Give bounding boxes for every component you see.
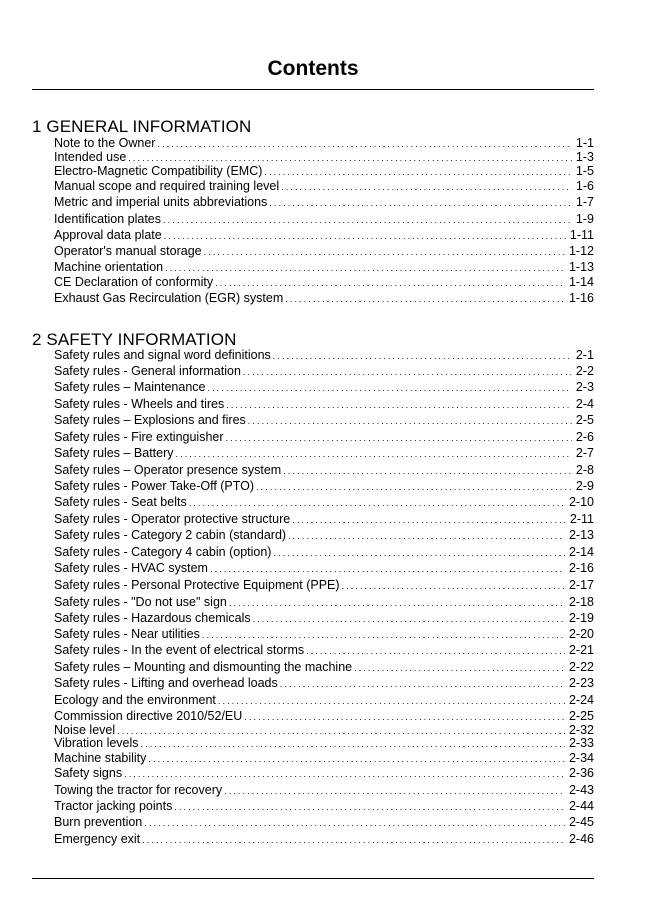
toc-entry-page: 2-19 (568, 611, 594, 625)
toc-entry[interactable] (54, 396, 594, 412)
toc-entry-page: 2-46 (568, 832, 594, 846)
toc-entry[interactable] (54, 511, 594, 527)
dot-leader (280, 676, 565, 692)
dot-leader (229, 595, 565, 611)
toc-entry-page: 2-16 (568, 561, 594, 575)
dot-leader (174, 799, 565, 815)
toc-entry-title: Safety signs (54, 766, 123, 780)
dot-leader (144, 815, 565, 831)
toc-entry-title: Safety rules - Fire extinguisher (54, 430, 224, 444)
toc-entry-title: Safety rules and signal word definitions (54, 348, 271, 362)
toc-entry-page: 1-1 (575, 136, 594, 150)
toc-entry-page: 2-3 (575, 380, 594, 394)
dot-leader (202, 627, 565, 643)
toc-entry[interactable] (54, 478, 594, 494)
toc-entry-title: Safety rules - General information (54, 364, 241, 378)
toc-entry-page: 2-11 (569, 512, 594, 526)
toc-entry-title: Safety rules - Hazardous chemicals (54, 611, 251, 625)
toc-entry-page: 2-4 (575, 397, 594, 411)
top-rule (32, 89, 594, 90)
toc-entry[interactable] (54, 577, 594, 593)
toc-entry-title: Approval data plate (54, 228, 162, 242)
toc-entry[interactable] (54, 462, 594, 478)
toc-entry-page: 2-14 (568, 545, 594, 559)
toc-entry-page: 2-7 (575, 446, 594, 460)
toc-entry[interactable] (54, 798, 594, 814)
toc-entry-page: 2-36 (568, 766, 594, 780)
toc-entry-page: 2-9 (575, 479, 594, 493)
toc-entry[interactable] (54, 594, 594, 610)
bottom-rule (32, 878, 594, 879)
section-heading-general: 1 GENERAL INFORMATION (32, 117, 252, 136)
toc-entry-title: Intended use (54, 150, 127, 164)
dot-leader (224, 783, 565, 799)
toc-entry[interactable] (54, 347, 594, 363)
toc-entry[interactable] (54, 290, 594, 306)
dot-leader (142, 832, 565, 848)
toc-entry-page: 2-45 (568, 815, 594, 829)
toc-entry-page: 2-20 (568, 627, 594, 641)
toc-entry-page: 2-8 (575, 463, 594, 477)
toc-entry[interactable] (54, 675, 594, 691)
toc-entry-page: 2-2 (575, 364, 594, 378)
toc-entry-page: 1-11 (569, 228, 594, 242)
toc-entry-page: 2-10 (568, 495, 594, 509)
toc-entry-title: Safety rules - "Do not use" sign (54, 595, 227, 609)
dot-leader (210, 561, 565, 577)
toc-entry-title: Vibration levels (54, 736, 139, 750)
toc-entry-page: 2-5 (575, 413, 594, 427)
dot-leader (285, 291, 565, 307)
toc-entry-page: 1-7 (575, 195, 594, 209)
toc-entry[interactable] (54, 659, 594, 675)
toc-entry[interactable] (54, 610, 594, 626)
toc-entry-page: 2-6 (575, 430, 594, 444)
toc-entry-page: 2-21 (568, 643, 594, 657)
toc-entry-title: Commission directive 2010/52/EU (54, 709, 243, 723)
toc-entry-title: Safety rules - Personal Protective Equipment (PPE) (54, 578, 340, 592)
toc-entry-title: Safety rules – Operator presence system (54, 463, 282, 477)
dot-leader (176, 446, 572, 462)
dot-leader (281, 179, 572, 195)
toc-entry[interactable] (54, 750, 594, 766)
dot-leader (256, 479, 572, 495)
dot-leader (163, 212, 572, 228)
dot-leader (292, 512, 566, 528)
toc-entry-title: Emergency exit (54, 832, 141, 846)
dot-leader (273, 348, 572, 364)
toc-entry[interactable] (54, 194, 594, 210)
toc-entry-title: Safety rules - Power Take-Off (PTO) (54, 479, 255, 493)
toc-entry[interactable] (54, 626, 594, 642)
toc-entry-page: 2-23 (568, 676, 594, 690)
toc-entry-page: 1-9 (575, 212, 594, 226)
dot-leader (204, 244, 565, 260)
toc-entry-title: Safety rules - Category 2 cabin (standard) (54, 528, 287, 542)
dot-leader (283, 463, 572, 479)
toc-entry-page: 2-34 (568, 751, 594, 765)
toc-entry[interactable] (54, 412, 594, 428)
toc-entry-page: 2-22 (568, 660, 594, 674)
toc-entry[interactable] (54, 259, 594, 275)
toc-entry-title: Machine stability (54, 751, 147, 765)
dot-leader (164, 228, 566, 244)
dot-leader (248, 413, 572, 429)
dot-leader (226, 397, 572, 413)
dot-leader (269, 195, 572, 211)
toc-entry-title: Tractor jacking points (54, 799, 173, 813)
dot-leader (354, 660, 565, 676)
dot-leader (342, 578, 565, 594)
toc-entry-page: 2-33 (568, 736, 594, 750)
toc-entry[interactable] (54, 274, 594, 290)
dot-leader (207, 380, 571, 396)
toc-entry-title: Towing the tractor for recovery (54, 783, 223, 797)
toc-entry-page: 2-32 (568, 723, 594, 737)
toc-entry-page: 1-16 (568, 291, 594, 305)
toc-entry-page: 1-12 (568, 244, 594, 258)
toc-entry[interactable] (54, 445, 594, 461)
dot-leader (253, 611, 565, 627)
toc-entry-title: Identification plates (54, 212, 162, 226)
toc-entry[interactable] (54, 211, 594, 227)
toc-entry[interactable] (54, 178, 594, 194)
toc-entry[interactable] (54, 560, 594, 576)
toc-entry[interactable] (54, 831, 594, 847)
toc-entry-title: Machine orientation (54, 260, 164, 274)
toc-entry-title: Safety rules – Battery (54, 446, 174, 460)
toc-entry-page: 2-24 (568, 693, 594, 707)
toc-entry-title: Safety rules - Operator protective structure (54, 512, 291, 526)
toc-entry-title: Metric and imperial units abbreviations (54, 195, 268, 209)
toc-entry-page: 2-25 (568, 709, 594, 723)
toc-entry[interactable] (54, 494, 594, 510)
toc-entry-title: Electro-Magnetic Compatibility (EMC) (54, 164, 263, 178)
dot-leader (215, 275, 565, 291)
dot-leader (273, 545, 565, 561)
toc-entry-page: 1-13 (568, 260, 594, 274)
toc-entry-title: Safety rules – Explosions and fires (54, 413, 246, 427)
toc-entry[interactable] (54, 429, 594, 445)
toc-entry[interactable] (54, 782, 594, 798)
toc-entry-title: Safety rules - HVAC system (54, 561, 208, 575)
toc-entry[interactable] (54, 379, 594, 395)
dot-leader (124, 766, 565, 782)
toc-entry-page: 1-14 (568, 275, 594, 289)
toc-entry-title: Burn prevention (54, 815, 143, 829)
toc-entry-title: Safety rules - Near utilities (54, 627, 200, 641)
toc-entry-page: 2-1 (575, 348, 594, 362)
toc-entry-title: Operator's manual storage (54, 244, 202, 258)
toc-entry[interactable] (54, 363, 594, 379)
dot-leader (288, 528, 565, 544)
toc-entry[interactable] (54, 692, 594, 708)
toc-entry-title: Manual scope and required training level (54, 179, 280, 193)
toc-entry[interactable] (54, 544, 594, 560)
toc-entry-title: Exhaust Gas Recirculation (EGR) system (54, 291, 284, 305)
toc-entry-page: 1-5 (575, 164, 594, 178)
toc-entry-page: 2-17 (568, 578, 594, 592)
toc-entry-title: Safety rules - Lifting and overhead loads (54, 676, 278, 690)
section-heading-safety: 2 SAFETY INFORMATION (32, 330, 237, 349)
toc-entry[interactable] (54, 243, 594, 259)
toc-entry[interactable] (54, 814, 594, 830)
toc-entry-title: Note to the Owner (54, 136, 156, 150)
dot-leader (226, 430, 572, 446)
dot-leader (243, 364, 572, 380)
toc-entry-title: Safety rules - Category 4 cabin (option) (54, 545, 272, 559)
toc-entry[interactable] (54, 765, 594, 781)
dot-leader (306, 643, 565, 659)
toc-entry-page: 1-3 (575, 150, 594, 164)
toc-entry-title: Safety rules – Maintenance (54, 380, 206, 394)
toc-entry-title: Safety rules – Mounting and dismounting the machine (54, 660, 353, 674)
page-title: Contents (267, 57, 359, 80)
dot-leader (218, 693, 565, 709)
dot-leader (189, 495, 565, 511)
toc-entry-page: 1-6 (575, 179, 594, 193)
toc-entry-title: CE Declaration of conformity (54, 275, 214, 289)
toc-entry-page: 2-43 (568, 783, 594, 797)
toc-entry[interactable] (54, 163, 594, 179)
toc-entry-title: Noise level (54, 723, 116, 737)
toc-entry-title: Safety rules - In the event of electrical storms (54, 643, 305, 657)
toc-entry-page: 2-13 (568, 528, 594, 542)
toc-entry[interactable] (54, 642, 594, 658)
toc-entry-page: 2-18 (568, 595, 594, 609)
toc-entry[interactable] (54, 527, 594, 543)
toc-entry-title: Safety rules - Wheels and tires (54, 397, 225, 411)
toc-entry-page: 2-44 (568, 799, 594, 813)
toc-entry-title: Safety rules - Seat belts (54, 495, 187, 509)
toc-entry-title: Ecology and the environment (54, 693, 216, 707)
toc-entry[interactable] (54, 227, 594, 243)
toc-entry[interactable] (54, 735, 594, 751)
